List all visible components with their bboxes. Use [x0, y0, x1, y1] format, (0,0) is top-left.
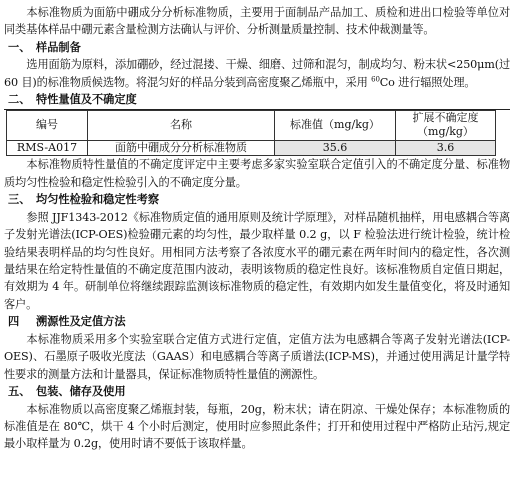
section-2-heading — [4, 91, 510, 109]
section-1-number: 一、 — [8, 40, 31, 54]
section-2-body: 本标准物质特性量值的不确定度评定中主要考虑多家实验室联合定值引入的不确定度分量、标准物质均匀性检验和稳定性检验引入的不确定度分量。 — [4, 158, 510, 189]
section-4-body: 本标准物质采用多个实验室联合定值方式进行定值，定值方法为电感耦合等离子发射光谱法(ICP-OES)、石墨原子吸收光度法（GAAS）和电感耦合等离子质谱法(ICP-MS)，并通过使用满足计量学特性要求的测量方法和计量器具，保证标准物质特性量值的溯源性。 — [4, 332, 510, 381]
header-name: 名称 — [88, 110, 275, 140]
section-1-body — [4, 56, 510, 91]
section-1-body-tail: Co 进行辐照处理。 — [379, 75, 476, 89]
section-2-number: 二、 — [8, 93, 31, 107]
section-5-body: 本标准物质以高密度聚乙烯瓶封装，每瓶，20g，粉末状；请在阴凉、干燥处保存；本标准物质的标准值是在 80℃，烘干 4 个小时后测定，使用时应参照此条件；打开和使用过程中严格防止玷污,规定最小取样量为 0.2g，使用时请不要低于该取样量。 — [4, 402, 510, 451]
certified-values-table — [6, 110, 496, 157]
section-3-title: 均匀性检验和稳定性考察 — [36, 193, 160, 207]
cell-id: RMS-A017 — [7, 140, 88, 156]
cell-value: 35.6 — [275, 140, 396, 156]
header-value: 标准值（mg/kg） — [275, 110, 396, 140]
isotope-superscript: 60 — [371, 75, 380, 84]
section-2-title: 特性量值及不确定度 — [36, 93, 137, 107]
table-row — [7, 140, 496, 156]
header-id: 编号 — [7, 110, 88, 140]
section-4-heading — [4, 313, 510, 331]
section-5-number: 五、 — [8, 384, 31, 398]
section-1-heading — [4, 39, 510, 57]
section-4-title: 溯源性及定值方法 — [36, 315, 126, 329]
section-1-title: 样品制备 — [36, 40, 81, 54]
section-5-heading — [4, 383, 510, 401]
table-header-row — [7, 110, 496, 140]
header-uncertainty: 扩展不确定度（mg/kg） — [396, 110, 496, 140]
cell-name: 面筋中硼成分分析标准物质 — [88, 140, 275, 156]
section-5-title: 包装、储存及使用 — [36, 384, 126, 398]
section-3-body: 参照 JJF1343-2012《标准物质定值的通用原则及统计学原理》，对样品随机抽样，用电感耦合等离子发射光谱法(ICP-OES)检验硼元素的均匀性，最少取样量 0.2 g，以 F 检验法进行统计检验，统计检验结果表明样品的均匀性良好。用相同方法考察了各浓度水平的硼元素在两年时间内的稳定性，各次测量结果在给定特性量值的不确定度范围内波动，表明该物质的稳定性良好。该标准物质自定值日期起，有效期为 4 年。研制单位将继续跟踪监测该标准物质的稳定性，有效期内如发生量值变化，将及时通知客户。 — [4, 210, 510, 311]
cell-uncertainty: 3.6 — [396, 140, 496, 156]
intro-paragraph: 本标准物质为面筋中硼成分分析标准物质，主要用于面制品产品加工、质检和进出口检验等单位对同类基体样品中硼元素含量检测方法确认与评价、分析测量质量控制、技术仲裁测量等。 — [4, 6, 510, 37]
section-3-heading — [4, 191, 510, 209]
section-4-number: 四 — [8, 315, 20, 329]
section-1-body-text: 选用面筋为原料，添加硼砂，经过混搂、干燥、细磨、过筛和混匀，制成均匀、粉末状<250μm(过 60 目)的标准物质候选物。将混匀好的样品分装到高密度聚乙烯瓶中，采用 — [4, 58, 510, 89]
section-3-number: 三、 — [8, 193, 31, 207]
